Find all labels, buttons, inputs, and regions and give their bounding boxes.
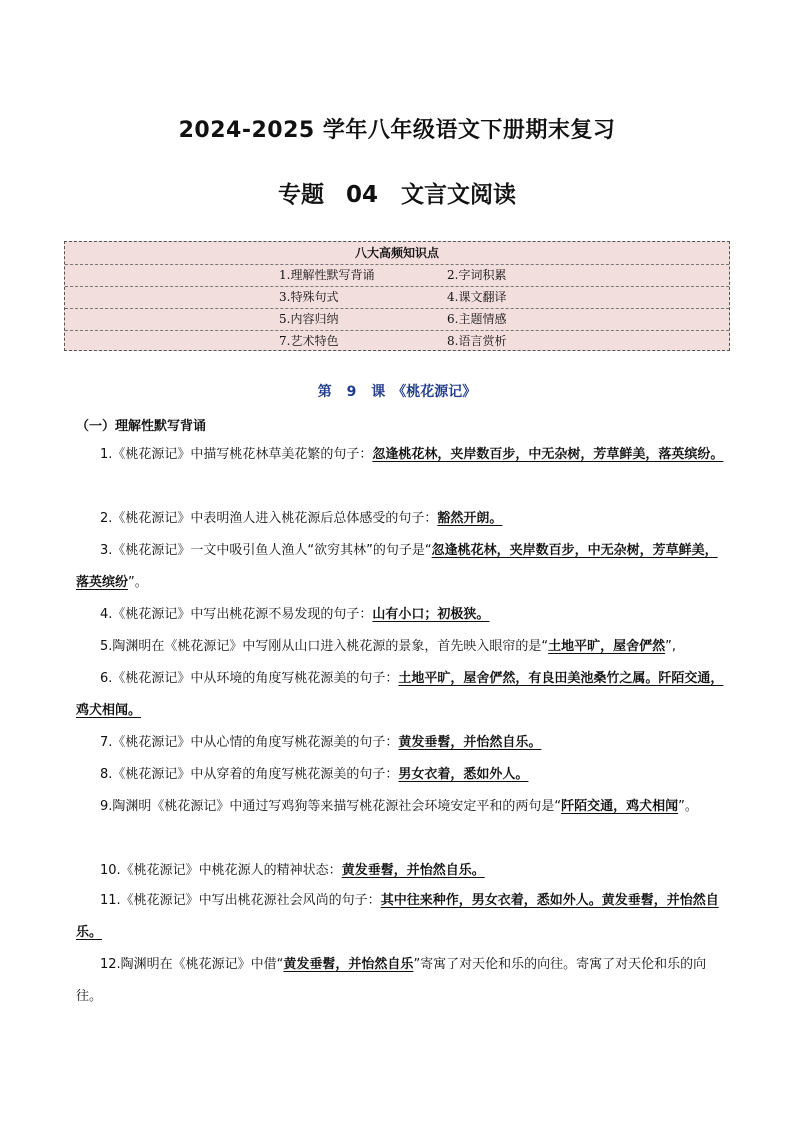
lesson-title: 第 9 课 《桃花源记》 <box>317 384 477 400</box>
question-text: 3.《桃花源记》一文中吸引鱼人渔人“欲穷其林”的句子是“ <box>100 543 432 558</box>
question-text: 1.《桃花源记》中描写桃花林草美花繁的句子： <box>100 447 373 462</box>
question-item <box>76 885 726 949</box>
question-text: 6.《桃花源记》中从环境的角度写桃花源美的句子： <box>100 671 399 686</box>
knowledge-point: 6.主题情感 <box>447 312 507 326</box>
question-text: 5.陶渊明在《桃花源记》中写刚从山口进入桃花源的景象，首先映入眼帘的是“ <box>100 639 549 654</box>
question-item <box>76 791 726 823</box>
answer-text: 黄发垂髫，并怡然自乐。 <box>341 863 485 878</box>
knowledge-point: 2.字词积累 <box>447 268 507 282</box>
question-text: 12.陶渊明在《桃花源记》中借“ <box>100 957 284 972</box>
question-text-after: ”, <box>665 639 677 654</box>
knowledge-points-row <box>65 331 729 352</box>
knowledge-point: 5.内容归纳 <box>279 312 339 326</box>
question-item <box>76 759 726 791</box>
knowledge-point: 8.语言赏析 <box>447 334 507 348</box>
knowledge-points-box <box>64 241 730 351</box>
knowledge-point: 4.课文翻译 <box>447 290 507 304</box>
question-text: 9.陶渊明《桃花源记》中通过写鸡狗等来描写桃花源社会环境安定平和的两句是“ <box>100 799 562 814</box>
question-text: 8.《桃花源记》中从穿着的角度写桃花源美的句子： <box>100 767 399 782</box>
knowledge-points-row <box>65 287 729 309</box>
knowledge-point: 3.特殊句式 <box>279 290 339 304</box>
knowledge-point: 7.艺术特色 <box>279 334 339 348</box>
answer-text: 山有小口；初极狭。 <box>372 607 490 622</box>
question-text: 7.《桃花源记》中从心情的角度写桃花源美的句子： <box>100 735 399 750</box>
question-item <box>76 727 726 759</box>
answer-text: 男女衣着，悉如外人。 <box>398 767 529 782</box>
answer-text: 土地平旷，屋舍俨然，有良田美池桑竹之属。阡陌交通，鸡犬相闻。 <box>76 671 724 718</box>
knowledge-points-row <box>65 265 729 287</box>
question-item <box>76 599 726 631</box>
answer-text: 黄发垂髫，并怡然自乐 <box>283 957 414 972</box>
question-text-after: ”。 <box>128 575 148 590</box>
document-subtitle: 专题 04 文言文阅读 <box>277 182 516 208</box>
question-item <box>76 631 726 663</box>
answer-text: 豁然开朗。 <box>437 511 503 526</box>
document-title: 2024-2025 学年八年级语文下册期末复习 <box>178 118 616 143</box>
knowledge-points-header: 八大高频知识点 <box>65 242 729 265</box>
question-text-after: ”寄寓了对天伦和乐的向往。寄寓了对天伦和乐的向往。 <box>76 957 707 1004</box>
question-text: 4.《桃花源记》中写出桃花源不易发现的句子： <box>100 607 373 622</box>
answer-text: 忽逢桃花林，夹岸数百步，中无杂树，芳草鲜美，落英缤纷 <box>76 543 718 590</box>
question-item <box>76 855 726 887</box>
question-text: 11.《桃花源记》中写出桃花源社会风尚的句子： <box>100 893 381 908</box>
answer-text: 阡陌交通，鸡犬相闻 <box>561 799 679 814</box>
question-item <box>76 439 726 471</box>
question-item <box>76 949 726 1013</box>
question-text: 10.《桃花源记》中桃花源人的精神状态： <box>100 863 342 878</box>
answer-text: 土地平旷，屋舍俨然 <box>548 639 666 654</box>
question-text: 2.《桃花源记》中表明渔人进入桃花源后总体感受的句子： <box>100 511 438 526</box>
question-item <box>76 535 726 599</box>
question-item <box>76 503 726 535</box>
answer-text: 忽逢桃花林，夹岸数百步，中无杂树，芳草鲜美，落英缤纷。 <box>372 447 724 462</box>
answer-text: 其中往来种作，男女衣着，悉如外人。黄发垂髫，并怡然自乐。 <box>76 893 719 940</box>
question-text-after: ”。 <box>678 799 698 814</box>
knowledge-point: 1.理解性默写背诵 <box>279 268 375 282</box>
question-item <box>76 663 726 727</box>
answer-text: 黄发垂髫，并怡然自乐。 <box>398 735 542 750</box>
section-title: （一）理解性默写背诵 <box>76 419 207 434</box>
knowledge-points-row <box>65 309 729 331</box>
